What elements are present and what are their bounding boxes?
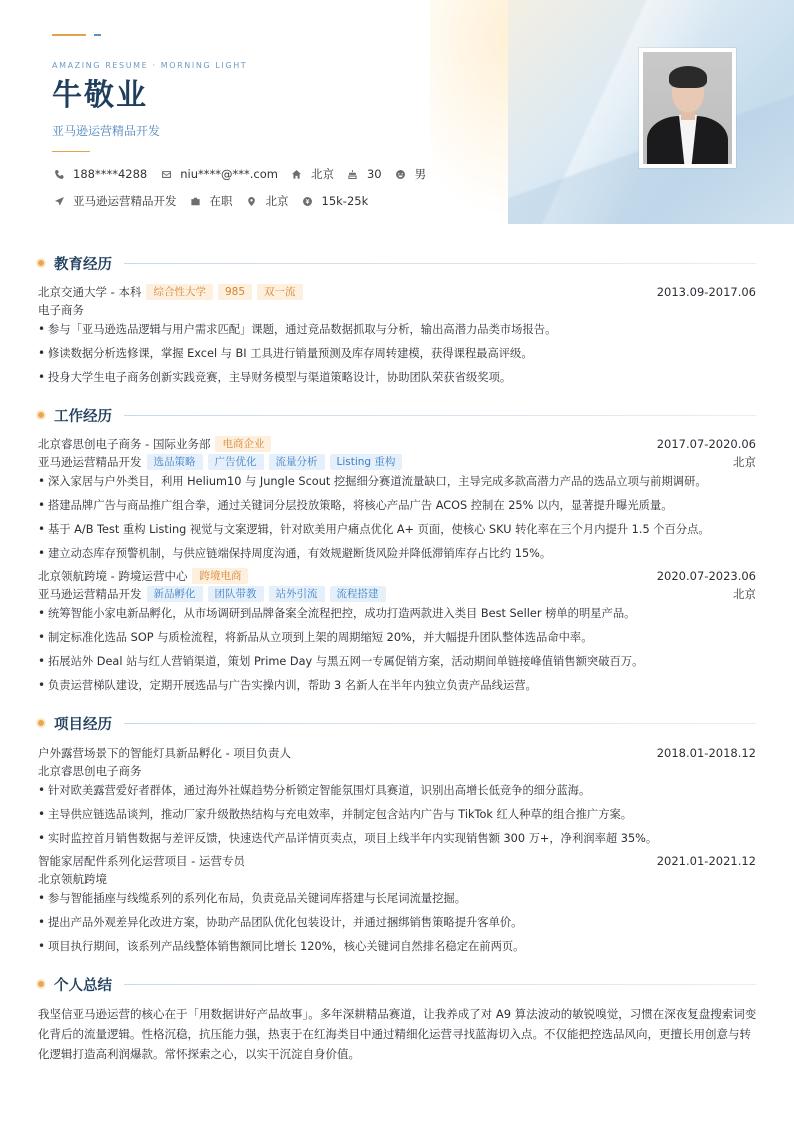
section-work-header: 工作经历 [36, 404, 756, 426]
section-summary-header: 个人总结 [36, 973, 756, 995]
list-item: • 制定标准化选品 SOP 与质检流程，将新品从立项到上架的周期缩短 20%，并大幅提升团队整体选品命中率。 [38, 630, 593, 644]
candidate-name: 牛敬业 [52, 78, 148, 113]
school-tag: 双一流 [257, 284, 303, 300]
list-item: • 修读数据分析选修课，掌握 Excel 与 BI 工具进行销量预测及库存周转建模，获得课程最高评级。 [38, 346, 533, 360]
age-info: 30 [346, 167, 382, 181]
mail-icon [159, 167, 173, 181]
list-item: • 主导供应链选品谈判，推动厂家升级散热结构与充电效率，并制定包含站内广告与 TikTok 红人种草的组合推广方案。 [38, 807, 633, 821]
list-item: • 参与智能插座与线缆系列的系列化布局，负责竞品关键词库搭建与长尾词流量挖掘。 [38, 891, 466, 905]
email-info: niu****@***.com [159, 167, 278, 181]
company-tag: 跨境电商 [192, 568, 248, 584]
contact-row [52, 166, 438, 182]
work-entry-company: 北京领航跨境 - 跨境运营中心 跨境电商 2020.07-2023.06 [38, 569, 756, 583]
money-icon [301, 194, 315, 208]
list-item: • 拓展站外 Deal 站与红人营销渠道，策划 Prime Day 与黑五网一专属促销方案，活动期间单链接峰值销售额突破百万。 [38, 654, 644, 668]
list-item: • 负责运营梯队建设，定期开展选品与广告实操内训，帮助 3 名新人在半年内独立负责产品线运营。 [38, 678, 537, 692]
list-item: • 实时监控首月销售数据与差评反馈，快速迭代产品详情页卖点，项目上线半年内实现销售额 300 万+，净利润率超 35%。 [38, 831, 658, 845]
location-icon [245, 194, 259, 208]
section-dot-icon [36, 718, 46, 728]
education-entry [38, 283, 756, 301]
skill-tag: 流程搭建 [330, 586, 386, 602]
city-info: 北京 [290, 166, 334, 182]
skill-tag: 选品策略 [147, 454, 203, 470]
list-item: • 建立动态库存预警机制，与供应链端保持周度沟通，有效规避断货风险并降低滞销库存占比约 15%。 [38, 546, 552, 560]
skill-tag: 广告优化 [208, 454, 264, 470]
section-education-header: 教育经历 [36, 252, 756, 274]
education-date: 2013.09-2017.06 [656, 285, 756, 299]
phone-icon [52, 167, 66, 181]
intent-city: 北京 [245, 193, 289, 209]
education-major: 电子商务 [38, 303, 84, 317]
skill-tag: Listing 重构 [330, 454, 403, 470]
school-name: 北京交通大学 - 本科 [38, 285, 142, 299]
list-item: • 搭建品牌广告与商品推广组合拳，通过关键词分层投放策略，将核心产品广告 ACOS 控制在 25% 以内，显著提升曝光质量。 [38, 498, 673, 512]
work-entry-role: 亚马逊运营精品开发 选品策略 广告优化 流量分析 Listing 重构 北京 [38, 455, 756, 469]
school-tag: 综合性大学 [146, 284, 213, 300]
employment-status: 在职 [189, 193, 233, 209]
project-entry: 智能家居配件系列化运营项目 - 运营专员 2021.01-2021.12 [38, 854, 756, 868]
send-icon [52, 194, 66, 208]
summary-text: 我坚信亚马逊运营的核心在于「用数据讲好产品故事」。多年深耕精品赛道，让我养成了对 A9 算法波动的敏锐嗅觉，习惯在深夜复盘搜索词变化背后的流量逻辑。性格沉稳，抗压能力强，热衷于在红海类目中通过精细化运营寻找蓝海切入点。不仅能把控选品风向，更擅长用创意与转化逻辑打造高利润爆款。常怀探索之心，以实干沉淀自身价值。 [38, 1007, 757, 1061]
work-entry-company: 北京睿思创电子商务 - 国际业务部 电商企业 2017.07-2020.06 [38, 437, 756, 451]
section-dot-icon [36, 258, 46, 268]
expected-salary: 15k-25k [301, 194, 369, 208]
project-entry: 户外露营场景下的智能灯具新品孵化 - 项目负责人 2018.01-2018.12 [38, 746, 756, 760]
skill-tag: 团队带教 [208, 586, 264, 602]
list-item: • 统筹智能小家电新品孵化，从市场调研到品牌备案全流程把控，成功打造两款进入类目 Best Seller 榜单的明星产品。 [38, 606, 636, 620]
project-org: 北京睿思创电子商务 [38, 764, 142, 778]
section-dot-icon [36, 979, 46, 989]
job-title: 亚马逊运营精品开发 [52, 124, 161, 138]
list-item: • 投身大学生电子商务创新实践竞赛，主导财务模型与渠道策略设计，协助团队荣获省级奖项。 [38, 370, 512, 384]
skill-tag: 流量分析 [269, 454, 325, 470]
phone-info: 188****4288 [52, 167, 147, 181]
gender-info: 男 [394, 166, 427, 182]
profile-photo [639, 48, 736, 168]
skill-tag: 新品孵化 [147, 586, 203, 602]
section-dot-icon [36, 410, 46, 420]
work-entry-role: 亚马逊运营精品开发 新品孵化 团队带教 站外引流 流程搭建 北京 [38, 587, 756, 601]
divider [52, 151, 90, 152]
intent-position: 亚马逊运营精品开发 [52, 193, 177, 209]
cake-icon [346, 167, 360, 181]
briefcase-icon [189, 194, 203, 208]
list-item: • 提出产品外观差异化改进方案，协助产品团队优化包装设计，并通过捆绑销售策略提升客单价。 [38, 915, 523, 929]
list-item: • 深入家居与户外类目，利用 Helium10 与 Jungle Scout 挖掘细分赛道流量缺口，主导完成多款高潜力产品的选品立项与前期调研。 [38, 474, 707, 488]
face-icon [394, 167, 408, 181]
home-icon [290, 167, 304, 181]
job-intent-row [52, 193, 380, 209]
list-item: • 针对欧美露营爱好者群体，通过海外社媒趋势分析锁定智能氛围灯具赛道，识别出高增长低竞争的细分蓝海。 [38, 783, 591, 797]
company-tag: 电商企业 [215, 436, 271, 452]
list-item: • 参与「亚马逊选品逻辑与用户需求匹配」课题，通过竞品数据抓取与分析，输出高潜力品类市场报告。 [38, 322, 557, 336]
tagline: AMAZING RESUME · MORNING LIGHT [52, 61, 248, 70]
list-item: • 项目执行期间，该系列产品线整体销售额同比增长 120%，核心关键词自然排名稳定在前两页。 [38, 939, 525, 953]
section-projects-header: 项目经历 [36, 712, 756, 734]
school-tag: 985 [218, 284, 252, 300]
project-org: 北京领航跨境 [38, 872, 107, 886]
skill-tag: 站外引流 [269, 586, 325, 602]
list-item: • 基于 A/B Test 重构 Listing 视觉与文案逻辑，针对欧美用户痛点优化 A+ 页面，使核心 SKU 转化率在三个月内提升 1.5 个百分点。 [38, 522, 710, 536]
